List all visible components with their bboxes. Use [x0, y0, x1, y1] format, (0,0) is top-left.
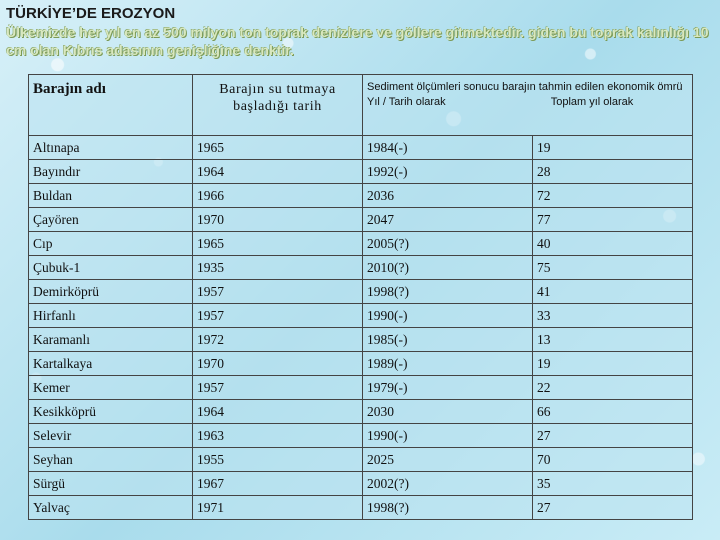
cell-total-years: 40	[533, 232, 693, 256]
cell-start-year: 1970	[193, 352, 363, 376]
cell-dam-name: Hirfanlı	[29, 304, 193, 328]
table-row	[29, 208, 693, 232]
cell-end-year: 1990(-)	[363, 424, 533, 448]
cell-dam-name: Yalvaç	[29, 496, 193, 520]
cell-end-year: 2047	[363, 208, 533, 232]
cell-end-year: 1979(-)	[363, 376, 533, 400]
cell-start-year: 1964	[193, 160, 363, 184]
table-row	[29, 448, 693, 472]
cell-total-years: 13	[533, 328, 693, 352]
table-row	[29, 280, 693, 304]
cell-start-year: 1957	[193, 304, 363, 328]
cell-dam-name: Demirköprü	[29, 280, 193, 304]
cell-dam-name: Bayındır	[29, 160, 193, 184]
cell-end-year: 2010(?)	[363, 256, 533, 280]
cell-start-year: 1965	[193, 136, 363, 160]
cell-dam-name: Çayören	[29, 208, 193, 232]
cell-start-year: 1965	[193, 232, 363, 256]
cell-start-year: 1966	[193, 184, 363, 208]
cell-start-year: 1935	[193, 256, 363, 280]
table-row	[29, 376, 693, 400]
cell-total-years: 72	[533, 184, 693, 208]
table-row	[29, 472, 693, 496]
title-area	[6, 4, 716, 59]
table-row	[29, 184, 693, 208]
cell-dam-name: Çubuk-1	[29, 256, 193, 280]
cell-total-years: 27	[533, 496, 693, 520]
cell-dam-name: Altınapa	[29, 136, 193, 160]
header-dam-name-label: Barajın adı	[33, 81, 106, 97]
table-body	[29, 136, 693, 520]
cell-total-years: 19	[533, 136, 693, 160]
table-row	[29, 496, 693, 520]
cell-start-year: 1957	[193, 280, 363, 304]
cell-dam-name: Selevir	[29, 424, 193, 448]
cell-end-year: 2002(?)	[363, 472, 533, 496]
cell-start-year: 1970	[193, 208, 363, 232]
cell-dam-name: Kemer	[29, 376, 193, 400]
header-sediment-year-label: Yıl / Tarih olarak	[367, 96, 446, 108]
cell-end-year: 2005(?)	[363, 232, 533, 256]
cell-total-years: 75	[533, 256, 693, 280]
cell-end-year: 2025	[363, 448, 533, 472]
header-start-date	[193, 75, 363, 136]
cell-total-years: 77	[533, 208, 693, 232]
cell-dam-name: Karamanlı	[29, 328, 193, 352]
dam-table-container	[28, 74, 692, 520]
cell-total-years: 22	[533, 376, 693, 400]
cell-end-year: 1990(-)	[363, 304, 533, 328]
cell-start-year: 1967	[193, 472, 363, 496]
cell-end-year: 1984(-)	[363, 136, 533, 160]
cell-total-years: 66	[533, 400, 693, 424]
cell-end-year: 2036	[363, 184, 533, 208]
cell-dam-name: Buldan	[29, 184, 193, 208]
dam-table	[28, 74, 693, 520]
cell-start-year: 1963	[193, 424, 363, 448]
cell-start-year: 1955	[193, 448, 363, 472]
cell-total-years: 41	[533, 280, 693, 304]
table-row	[29, 400, 693, 424]
cell-start-year: 1971	[193, 496, 363, 520]
cell-total-years: 19	[533, 352, 693, 376]
table-row	[29, 424, 693, 448]
page-subtitle: Ülkemizde her yıl en az 500 milyon ton toprak denizlere ve göllere gitmektedir. giden bu toprak kalınlığı 10 cm olan Kıbrıs adasının genişliğine denktir.	[6, 24, 709, 58]
cell-dam-name: Seyhan	[29, 448, 193, 472]
cell-end-year: 1985(-)	[363, 328, 533, 352]
table-row	[29, 304, 693, 328]
table-row	[29, 256, 693, 280]
cell-end-year: 1989(-)	[363, 352, 533, 376]
table-row	[29, 136, 693, 160]
cell-total-years: 35	[533, 472, 693, 496]
cell-start-year: 1964	[193, 400, 363, 424]
table-row	[29, 328, 693, 352]
cell-start-year: 1957	[193, 376, 363, 400]
cell-total-years: 70	[533, 448, 693, 472]
cell-total-years: 33	[533, 304, 693, 328]
cell-total-years: 28	[533, 160, 693, 184]
page-title: TÜRKİYE’DE EROZYON	[6, 5, 176, 22]
header-start-date-label: Barajın su tutmaya başladığı tarih	[219, 82, 336, 114]
cell-end-year: 2030	[363, 400, 533, 424]
cell-dam-name: Cıp	[29, 232, 193, 256]
header-dam-name	[29, 75, 193, 136]
cell-dam-name: Sürgü	[29, 472, 193, 496]
cell-total-years: 27	[533, 424, 693, 448]
table-row	[29, 352, 693, 376]
header-sediment-total-label: Toplam yıl olarak	[550, 96, 634, 108]
header-sediment	[363, 75, 693, 136]
cell-dam-name: Kartalkaya	[29, 352, 193, 376]
header-sediment-label: Sediment ölçümleri sonucu barajın tahmin edilen ekonomik ömrü	[367, 81, 683, 93]
cell-end-year: 1992(-)	[363, 160, 533, 184]
cell-end-year: 1998(?)	[363, 496, 533, 520]
cell-end-year: 1998(?)	[363, 280, 533, 304]
cell-dam-name: Kesikköprü	[29, 400, 193, 424]
table-row	[29, 160, 693, 184]
cell-start-year: 1972	[193, 328, 363, 352]
table-row	[29, 232, 693, 256]
table-header-row	[29, 75, 693, 136]
